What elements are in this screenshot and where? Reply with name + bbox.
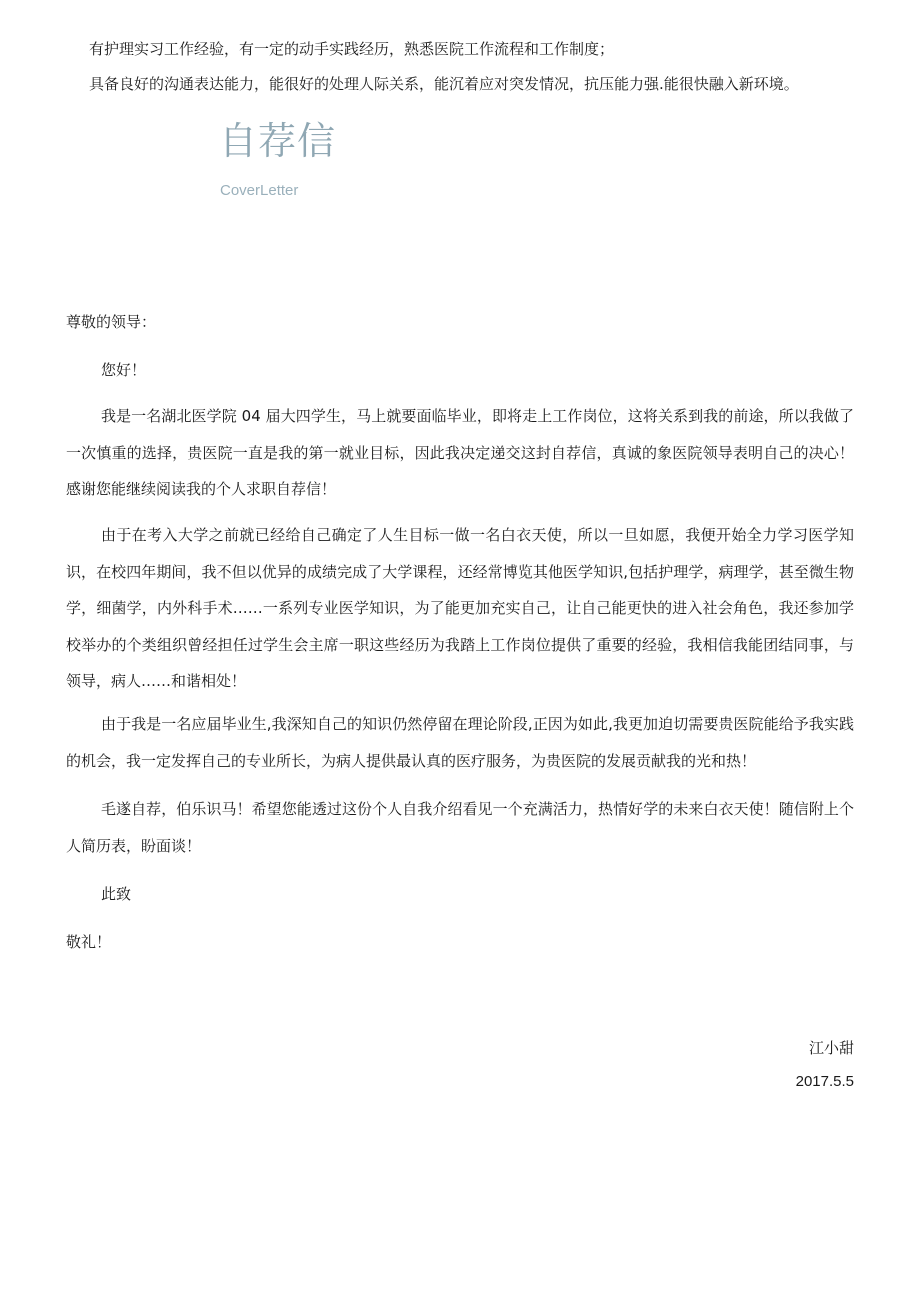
cover-letter-title: 自荐信 — [219, 119, 337, 163]
letter-date: 2017.5.5 — [795, 1073, 854, 1090]
closing-regards: 敬礼！ — [66, 933, 112, 951]
signature-name: 江小甜 — [808, 1039, 854, 1057]
salutation: 尊敬的领导： — [66, 313, 157, 331]
letter-paragraph-1: 我是一名湖北医学院 04 届大四学生，马上就要面临毕业，即将走上工作岗位，这将关系到我的前途，所以我做了一次慎重的选择，贵医院一直是我的第一就业目标，因此我决定递交这封自荐信，真诚的象医院领导表明自己的决心！感谢您能继续阅读我的个人求职自荐信！ — [66, 407, 854, 498]
letter-paragraph-4: 毛遂自荐，伯乐识马！希望您能透过这份个人自我介绍看见一个充满活力，热情好学的未来白衣天使！随信附上个人简历表，盼面谈！ — [66, 800, 854, 855]
greeting: 您好！ — [101, 361, 147, 379]
intro-line-2: 具备良好的沟通表达能力，能很好的处理人际关系，能沉着应对突发情况，抗压能力强.能很快融入新环境。 — [89, 75, 799, 93]
closing-phrase: 此致 — [101, 885, 132, 903]
intro-line-1: 有护理实习工作经验，有一定的动手实践经历，熟悉医院工作流程和工作制度； — [89, 40, 615, 58]
cover-letter-subtitle: CoverLetter — [220, 182, 299, 199]
letter-paragraph-2: 由于在考入大学之前就已经给自己确定了人生目标一做一名白衣天使，所以一旦如愿，我便开始全力学习医学知识，在校四年期间，我不但以优异的成绩完成了大学课程，还经常博览其他医学知识,包括护理学，病理学，甚至微生物学，细菌学，内外科手术……一系列专业医学知识，为了能更加充实自己，让自己能更快的进入社会角色，我还参加学校举办的个类组织曾经担任过学生会主席一职这些经历为我踏上工作岗位提供了重要的经验，我相信我能团结同事，与领导，病人……和谐相处！ — [66, 526, 854, 690]
letter-paragraph-3: 由于我是一名应届毕业生,我深知自己的知识仍然停留在理论阶段,正因为如此,我更加迫切需要贵医院能给予我实践的机会，我一定发挥自己的专业所长，为病人提供最认真的医疗服务，为贵医院的发展贡献我的光和热！ — [66, 715, 854, 770]
